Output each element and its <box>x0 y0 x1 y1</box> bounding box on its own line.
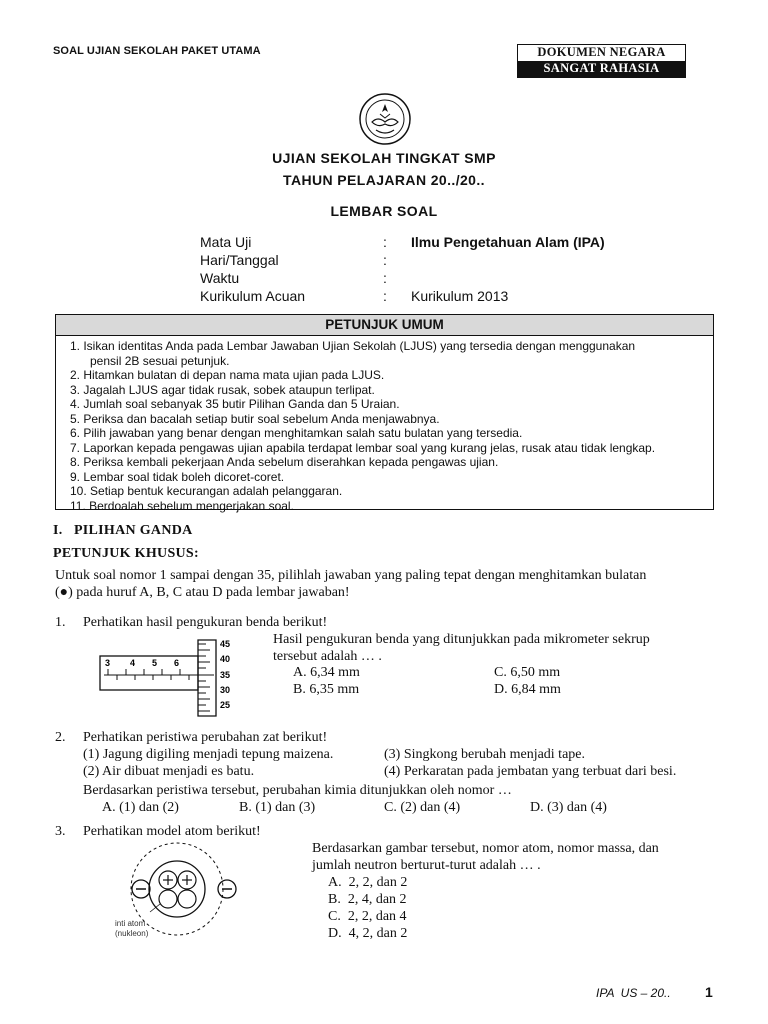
q3-option-b[interactable]: B. 2, 4, dan 2 <box>328 892 407 907</box>
thimble-tick-label: 25 <box>220 700 231 710</box>
q1-text-line-2: tersebut adalah … . <box>273 649 382 664</box>
instruction-item: 11. Berdoalah sebelum mengerjakan soal. <box>70 498 294 513</box>
special-instructions-line-1: Untuk soal nomor 1 sampai dengan 35, pilihlah jawaban yang paling tepat dengan menghitamkan bulatan <box>55 568 647 583</box>
q1-option-c[interactable]: C. 6,50 mm <box>494 665 561 680</box>
q2-statement-4: (4) Perkaratan pada jembatan yang terbuat dari besi. <box>384 764 677 779</box>
info-row <box>200 251 660 269</box>
general-instructions-box <box>55 314 714 513</box>
page-number: 1 <box>705 984 713 1000</box>
thimble-tick-label: 35 <box>220 670 231 680</box>
q3-number: 3. <box>55 824 66 839</box>
sheet-title: LEMBAR SOAL <box>330 203 438 219</box>
stamp-line-1: DOKUMEN NEGARA <box>537 45 666 59</box>
info-colon: : <box>383 288 387 304</box>
info-value: Kurikulum 2013 <box>411 288 509 304</box>
q1-option-b[interactable]: B. 6,35 mm <box>293 682 360 697</box>
info-key: Waktu <box>200 270 240 286</box>
info-key: Hari/Tanggal <box>200 252 279 268</box>
instruction-item: 10. Setiap bentuk kecurangan adalah pelanggaran. <box>70 484 343 498</box>
instruction-item: 2. Hitamkan bulatan di depan nama mata ujian pada LJUS. <box>70 368 385 382</box>
info-key: Kurikulum Acuan <box>200 288 306 304</box>
academic-year: TAHUN PELAJARAN 20../20.. <box>283 172 485 188</box>
nucleus-label: inti atom <box>115 919 146 928</box>
q2-option-c[interactable]: C. (2) dan (4) <box>384 800 461 815</box>
stamp-line-2: SANGAT RAHASIA <box>518 61 685 77</box>
q3-option-c[interactable]: C. 2, 2, dan 4 <box>328 909 407 924</box>
q2-statement-1: (1) Jagung digiling menjadi tepung maizena. <box>83 747 334 762</box>
q3-stem: Perhatikan model atom berikut! <box>83 824 261 839</box>
info-row <box>200 269 660 287</box>
q1-option-a[interactable]: A. 6,34 mm <box>293 665 360 680</box>
instruction-item: 9. Lembar soal tidak boleh dicoret-coret. <box>70 469 285 484</box>
footer-code: IPA US – 20.. <box>596 986 671 1000</box>
info-value: Ilmu Pengetahuan Alam (IPA) <box>411 234 605 250</box>
tut-wuri-handayani-logo <box>358 92 412 146</box>
instruction-item: 1. Isikan identitas Anda pada Lembar Jawaban Ujian Sekolah (LJUS) yang tersedia dengan menggunakan <box>70 339 636 353</box>
thimble-tick-label: 40 <box>220 654 231 664</box>
q2-stem: Perhatikan peristiwa perubahan zat berikut! <box>83 730 328 745</box>
exam-info <box>200 233 660 305</box>
info-colon: : <box>383 234 387 250</box>
section-heading: I. PILIHAN GANDA <box>53 523 193 538</box>
instruction-item: 4. Jumlah soal sebanyak 35 butir Pilihan Ganda dan 5 Uraian. <box>70 397 400 411</box>
q2-option-b[interactable]: B. (1) dan (3) <box>239 800 316 815</box>
q2-statement-3: (3) Singkong berubah menjadi tape. <box>384 747 586 762</box>
instruction-item: 7. Laporkan kepada pengawas ujian apabila terdapat lembar soal yang kurang jelas, rusak atau tidak lengkap. <box>70 440 656 455</box>
q3-option-d[interactable]: D. 4, 2, dan 2 <box>328 926 408 941</box>
info-row <box>200 233 660 251</box>
info-colon: : <box>383 270 387 286</box>
q3-text-line-1: Berdasarkan gambar tersebut, nomor atom, nomor massa, dan <box>312 841 659 856</box>
general-instructions-title: PETUNJUK UMUM <box>56 315 713 336</box>
micrometer-figure <box>98 636 246 720</box>
q1-option-d[interactable]: D. 6,84 mm <box>494 682 561 697</box>
info-colon: : <box>383 252 387 268</box>
thimble-tick-label: 30 <box>220 685 231 695</box>
sleeve-tick-label: 4 <box>130 658 136 668</box>
q3-text-line-2: jumlah neutron berturut-turut adalah … . <box>312 858 541 873</box>
q2-number: 2. <box>55 730 66 745</box>
exam-title: UJIAN SEKOLAH TINGKAT SMP <box>272 150 496 166</box>
instruction-item: 5. Periksa dan bacalah setiap butir soal sebelum Anda menjawabnya. <box>70 411 440 426</box>
nucleus-label-sub: (nukleon) <box>115 929 149 938</box>
instruction-item: 8. Periksa kembali pekerjaan Anda sebelum diserahkan kepada pengawas ujian. <box>70 455 499 469</box>
atom-model-figure <box>110 842 260 942</box>
q2-statement-2: (2) Air dibuat menjadi es batu. <box>83 764 255 779</box>
sleeve-tick-label: 5 <box>152 658 158 668</box>
special-instructions-heading: PETUNJUK KHUSUS: <box>53 546 199 561</box>
sleeve-tick-label: 3 <box>105 658 111 668</box>
q1-text-line-1: Hasil pengukuran benda yang ditunjukkan pada mikrometer sekrup <box>273 632 650 647</box>
info-row <box>200 287 660 305</box>
q3-option-a[interactable]: A. 2, 2, dan 2 <box>328 875 408 890</box>
q2-question: Berdasarkan peristiwa tersebut, perubahan kimia ditunjukkan oleh nomor … <box>83 783 512 798</box>
instruction-item: 6. Pilih jawaban yang benar dengan menghitamkan salah satu bulatan yang tersedia. <box>70 426 523 440</box>
q2-option-a[interactable]: A. (1) dan (2) <box>102 800 179 815</box>
instruction-item: pensil 2B sesuai petunjuk. <box>90 353 230 368</box>
general-instructions-list <box>56 336 713 513</box>
classification-stamp <box>517 44 686 78</box>
q1-number: 1. <box>55 615 66 630</box>
q2-option-d[interactable]: D. (3) dan (4) <box>530 800 607 815</box>
instruction-item: 3. Jagalah LJUS agar tidak rusak, sobek ataupun terlipat. <box>70 382 375 397</box>
q1-stem: Perhatikan hasil pengukuran benda berikut! <box>83 615 328 630</box>
info-key: Mata Uji <box>200 234 252 250</box>
thimble-tick-label: 45 <box>220 639 231 649</box>
sleeve-tick-label: 6 <box>174 658 180 668</box>
document-header-label: SOAL UJIAN SEKOLAH PAKET UTAMA <box>53 45 261 57</box>
special-instructions-line-2: (●) pada huruf A, B, C atau D pada lembar jawaban! <box>55 585 350 600</box>
